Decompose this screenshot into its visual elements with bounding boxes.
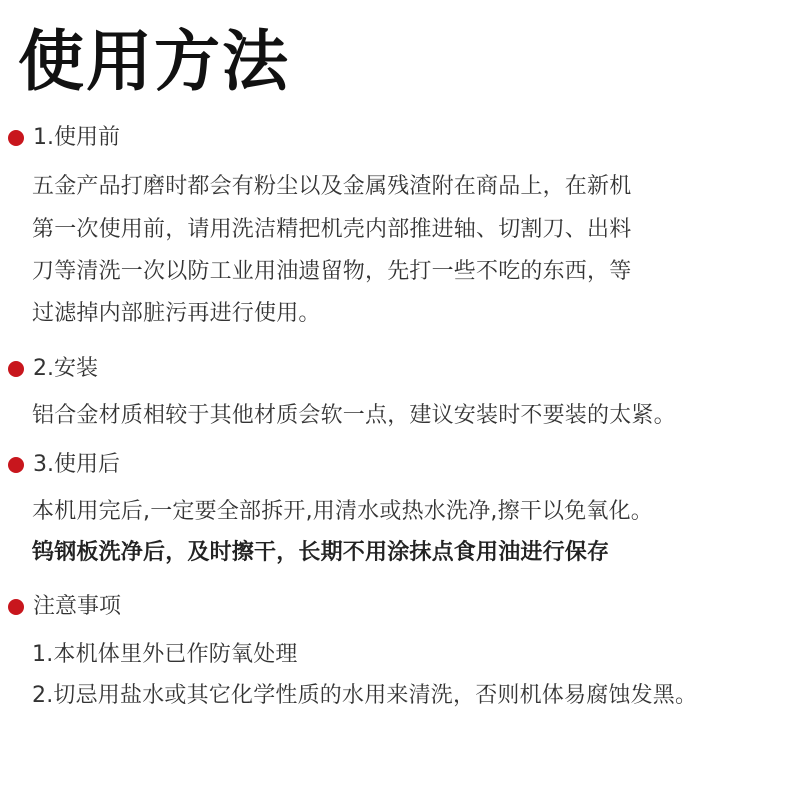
section-heading-notes	[8, 593, 121, 621]
paragraph-line: 2.切忌用盐水或其它化学性质的水用来清洗，否则机体易腐蚀发黑。	[32, 683, 698, 708]
section-label: 1.使用前	[33, 125, 120, 150]
section-label: 注意事项	[33, 594, 122, 619]
paragraph-line: 五金产品打磨时都会有粉尘以及金属残渣附在商品上，在新机	[32, 174, 632, 199]
paragraph-line: 第一次使用前，请用洗洁精把机壳内部推进轴、切割刀、出料	[32, 217, 632, 242]
section-heading-after-use	[8, 451, 120, 479]
paragraph-line: 铝合金材质相较于其他材质会软一点，建议安装时不要装的太紧。	[32, 403, 676, 428]
page-title: 使用方法	[18, 23, 290, 100]
red-dot-icon	[8, 457, 24, 473]
paragraph-line: 1.本机体里外已作防氧处理	[32, 642, 298, 667]
section-heading-installation	[8, 355, 98, 383]
paragraph-line: 过滤掉内部脏污再进行使用。	[32, 301, 321, 326]
paragraph-line: 本机用完后,一定要全部拆开,用清水或热水洗净,擦干以免氧化。	[32, 499, 653, 524]
section-heading-before-use	[8, 124, 120, 152]
red-dot-icon	[8, 599, 24, 615]
section-label: 3.使用后	[33, 452, 120, 477]
red-dot-icon	[8, 130, 24, 146]
red-dot-icon	[8, 361, 24, 377]
paragraph-line-bold: 钨钢板洗净后，及时擦干，长期不用涂抹点食用油进行保存	[32, 540, 610, 565]
paragraph-line: 刀等清洗一次以防工业用油遗留物，先打一些不吃的东西，等	[32, 259, 632, 284]
section-label: 2.安装	[33, 356, 98, 381]
